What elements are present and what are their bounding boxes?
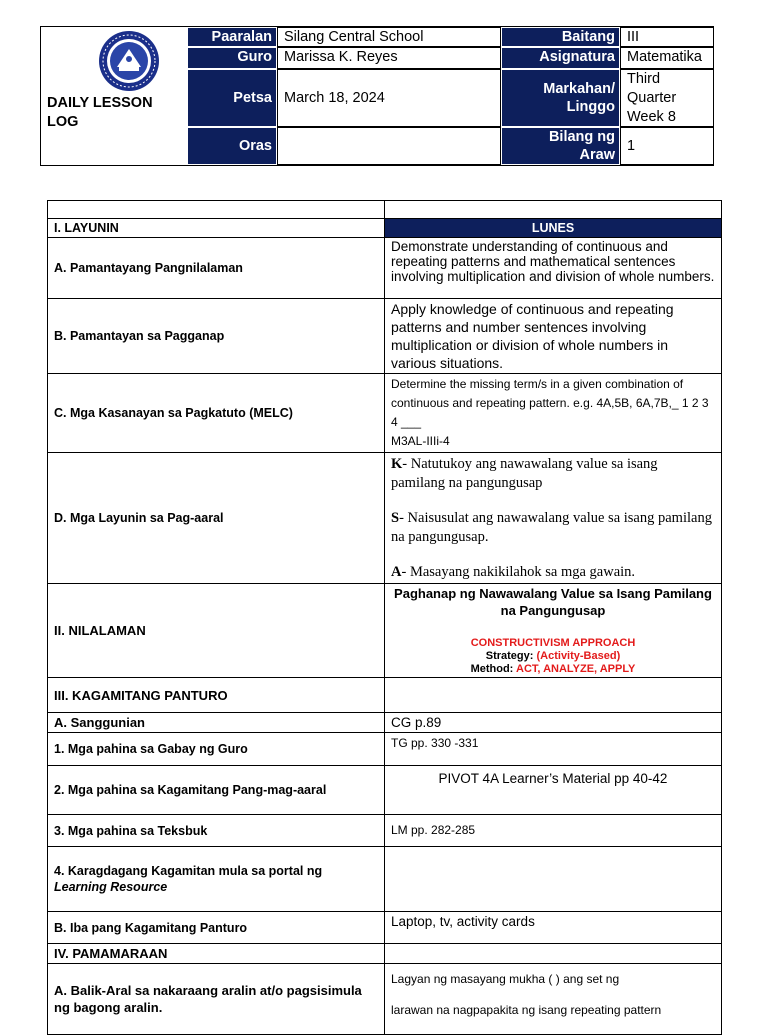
objective-attitude: A- Masayang nakikilahok sa mga gawain. — [391, 564, 636, 580]
school-seal-icon — [97, 29, 161, 93]
melc-label: C. Mga Kasanayan sa Pagkatuto (MELC) — [48, 374, 385, 453]
pamantayan-sa-pagganap-label: B. Pamantayan sa Pagganap — [48, 299, 385, 374]
pamantayan-sa-pagganap-value: Apply knowledge of continuous and repeating patterns and number sentences involving multiplication or division of whole numbers in various situations. — [385, 299, 722, 374]
table-row — [48, 219, 722, 238]
melc-value: Determine the missing term/s in a given combination of continuous and repeating pattern. e.g. 4A,5B, 6A,7B,_ 1 2 3 4 ___ M3AL-IIIi-4 — [385, 374, 722, 453]
pamamaraan-value — [385, 944, 722, 964]
markahan-value: Third Quarter Week 8 — [620, 69, 714, 127]
table-row — [48, 299, 722, 374]
blank-cell — [48, 201, 385, 219]
nilalaman-label: II. NILALAMAN — [48, 584, 385, 678]
teksbuk-label: 3. Mga pahina sa Teksbuk — [48, 815, 385, 847]
sanggunian-value: CG p.89 — [385, 713, 722, 733]
kagamitang-pang-mag-aaral-label: 2. Mga pahina sa Kagamitang Pang-mag-aaral — [48, 766, 385, 815]
nilalaman-value — [385, 584, 722, 678]
page-title: DAILY LESSON LOG — [47, 95, 153, 130]
balik-aral-label: A. Balik-Aral sa nakaraang aralin at/o pagsisimula ng bagong aralin. — [48, 964, 385, 1035]
blank-cell — [385, 201, 722, 219]
baitang-label: Baitang — [501, 27, 620, 47]
oras-value — [277, 127, 501, 165]
oras-label: Oras — [187, 127, 277, 165]
portal-label: 4. Karagdagang Kagamitan mula sa portal ng Learning Resource — [48, 847, 385, 912]
lesson-log-header — [40, 26, 714, 166]
table-row — [48, 453, 722, 584]
table-row — [48, 733, 722, 766]
bilang-label: Bilang ng Araw — [501, 127, 620, 165]
iba-pang-kagamitan-label: B. Iba pang Kagamitang Panturo — [48, 912, 385, 944]
kagamitang-pang-mag-aaral-value: PIVOT 4A Learner’s Material pp 40-42 — [385, 766, 722, 815]
petsa-value: March 18, 2024 — [277, 69, 501, 127]
table-row — [48, 238, 722, 299]
iba-pang-kagamitan-value: Laptop, tv, activity cards — [385, 912, 722, 944]
approach-text: CONSTRUCTIVISM APPROACH — [470, 637, 636, 649]
table-row — [48, 815, 722, 847]
paaralan-value: Silang Central School — [277, 27, 501, 47]
table-row — [48, 678, 722, 713]
layunin-sa-pag-aaral-label: D. Mga Layunin sa Pag-aaral — [48, 453, 385, 584]
table-row — [48, 944, 722, 964]
layunin-heading: I. LAYUNIN — [48, 219, 385, 238]
lesson-topic: Paghanap ng Nawawalang Value sa Isang Pamilang na Pangungusap — [394, 586, 712, 618]
portal-value — [385, 847, 722, 912]
pamamaraan-label: IV. PAMAMARAAN — [48, 944, 385, 964]
gabay-ng-guro-label: 1. Mga pahina sa Gabay ng Guro — [48, 733, 385, 766]
objective-knowledge: K- Natutukoy ang nawawalang value sa isang pamilang na pangungusap — [391, 456, 658, 491]
table-row — [48, 584, 722, 678]
pamantayang-pangnilalaman-value: Demonstrate understanding of continuous and repeating patterns and mathematical sentences involving multiplication and division of whole numbers. — [385, 238, 722, 299]
table-row — [48, 847, 722, 912]
objective-skill: S- Naisusulat ang nawawalang value sa isang pamilang na pangungusap. — [391, 510, 712, 545]
pamantayang-pangnilalaman-label: A. Pamantayang Pangnilalaman — [48, 238, 385, 299]
guro-label: Guro — [187, 47, 277, 69]
layunin-sa-pag-aaral-value — [385, 453, 722, 584]
balik-aral-value: Lagyan ng masayang mukha ( ) ang set ng larawan na nagpapakita ng isang repeating pattern — [385, 964, 722, 1035]
petsa-label: Petsa — [187, 69, 277, 127]
guro-value: Marissa K. Reyes — [277, 47, 501, 69]
markahan-label: Markahan/ Linggo — [501, 69, 620, 127]
sanggunian-label: A. Sanggunian — [48, 713, 385, 733]
asignatura-value: Matematika — [620, 47, 714, 69]
table-row — [48, 201, 722, 219]
lesson-table — [47, 200, 722, 1035]
table-row — [48, 374, 722, 453]
gabay-ng-guro-value: TG pp. 330 -331 — [385, 733, 722, 766]
kagamitang-panturo-label: III. KAGAMITANG PANTURO — [48, 678, 385, 713]
baitang-value: III — [620, 27, 714, 47]
strategy-line: Strategy: (Activity-Based) — [485, 650, 621, 662]
method-line: Method: ACT, ANALYZE, APPLY — [470, 663, 636, 675]
bilang-value: 1 — [620, 127, 714, 165]
table-row — [48, 766, 722, 815]
header-title-cell — [41, 27, 187, 165]
kagamitang-panturo-value — [385, 678, 722, 713]
table-row — [48, 713, 722, 733]
asignatura-label: Asignatura — [501, 47, 620, 69]
teksbuk-value: LM pp. 282-285 — [385, 815, 722, 847]
lunes-heading: LUNES — [385, 219, 722, 238]
paaralan-label: Paaralan — [187, 27, 277, 47]
table-row — [48, 912, 722, 944]
